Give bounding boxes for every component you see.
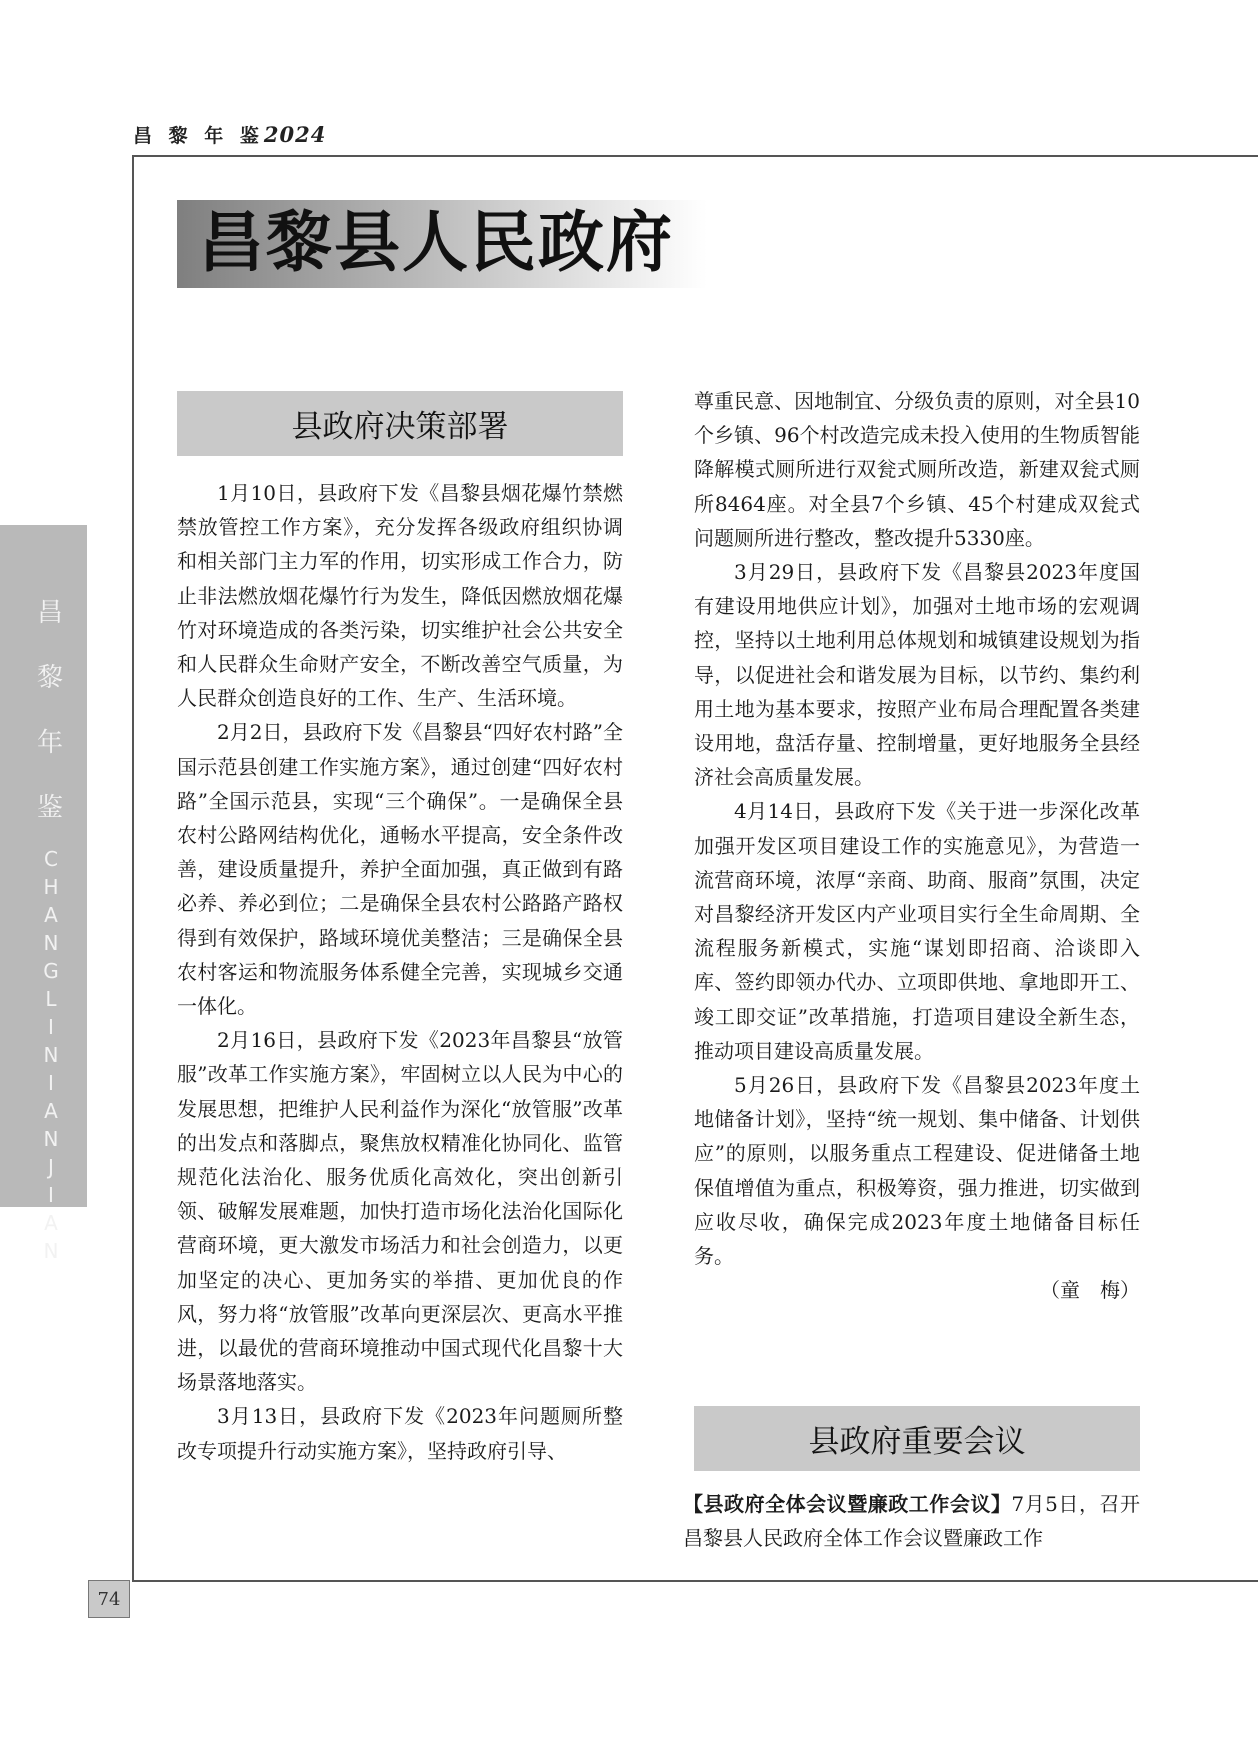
paragraph: 1月10日，县政府下发《昌黎县烟花爆竹禁燃禁放管控工作方案》，充分发挥各级政府组织协调和相关部门主力军的作用，切实形成工作合力，防止非法燃放烟花爆竹行为发生，降低因燃放烟花爆竹对环境造成的各类污染，切实维护社会公共安全和人民群众生命财产安全，不断改善空气质量，为人民群众创造良好的工作、生产、生活环境。	[177, 481, 623, 711]
paragraph-continuation: 尊重民意、因地制宜、分级负责的原则，对全县10个乡镇、96个村改造完成未投入使用的生物质智能降解模式厕所进行双瓮式厕所改造，新建双瓮式厕所8464座。对全县7个乡镇、45个村建成双瓮式问题厕所进行整改，整改提升5330座。	[694, 389, 1140, 550]
side-tab-char: 黎	[36, 663, 63, 693]
section-heading-decisions: 县政府决策部署	[177, 391, 623, 456]
paragraph: 2月2日，县政府下发《昌黎县“四好农村路”全国示范县创建工作实施方案》，通过创建“四好农村路”全国示范县，实现“三个确保”。一是确保全县农村公路网结构优化，通畅水平提高，安全条件改善，建设质量提升，养护全面加强，真正做到有路必养、养必到位；二是确保全县农村公路路产路权得到有效保护，路域环境优美整洁；三是确保全县农村客运和物流服务体系健全完善，实现城乡交通一体化。	[177, 720, 623, 1019]
running-head	[133, 121, 326, 148]
page-number: 74	[88, 1580, 130, 1618]
book-name: 昌 黎 年 鉴	[133, 125, 264, 147]
meeting-text: 7月5日，召开昌黎县人民政府全体工作会议暨廉政工作	[683, 1492, 1141, 1551]
meeting-title: 【县政府全体会议暨廉政工作会议】	[683, 1492, 1012, 1516]
frame-bottom-rule	[132, 1580, 1258, 1582]
paragraph: 2月16日，县政府下发《2023年昌黎县“放管服”改革工作实施方案》，牢固树立以人民为中心的发展思想，把维护人民利益作为深化“放管服”改革的出发点和落脚点，聚焦放权精准化协同化、监管规范化法治化、服务优质化高效化，突出创新引领、破解发展难题，加快打造市场化法治化国际化营商环境，更大激发市场活力和社会创造力，以更加坚定的决心、更加务实的举措、更加优良的作风，努力将“放管服”改革向更深层次、更高水平推进，以最优的营商环境推动中国式现代化昌黎十大场景落地落实。	[177, 1028, 623, 1395]
section-heading-meetings: 县政府重要会议	[694, 1406, 1140, 1471]
paragraph: 3月13日，县政府下发《2023年问题厕所整改专项提升行动实施方案》，坚持政府引导、	[177, 1404, 623, 1463]
side-tab-char: 鉴	[36, 793, 63, 823]
frame-left-rule	[132, 155, 134, 1580]
side-tab-pinyin: C H A N G L I N I A N J I A N	[43, 847, 59, 1263]
book-year: 2024	[263, 122, 327, 147]
right-column	[694, 384, 1140, 1307]
paragraph: 3月29日，县政府下发《昌黎县2023年度国有建设用地供应计划》，加强对土地市场的宏观调控，坚持以土地利用总体规划和城镇建设规划为指导，以促进社会和谐发展为目标，以节约、集约利用土地为基本要求，按照产业布局合理配置各类建设用地，盘活存量、控制增量，更好地服务全县经济社会高质量发展。	[694, 560, 1140, 790]
chapter-title: 昌黎县人民政府	[198, 204, 674, 281]
left-column	[177, 476, 623, 1468]
meeting-paragraph	[683, 1487, 1140, 1555]
author-credit: （童 梅）	[1040, 1278, 1140, 1303]
frame-top-rule	[133, 155, 1258, 157]
side-tab-char: 昌	[36, 598, 63, 628]
paragraph: 4月14日，县政府下发《关于进一步深化改革加强开发区项目建设工作的实施意见》，为营造一流营商环境，浓厚“亲商、助商、服商”氛围，决定对昌黎经济开发区内产业项目实行全生命周期、全流程服务新模式，实施“谋划即招商、洽谈即入库、签约即领办代办、立项即供地、拿地即开工、竣工即交证”改革措施，打造项目建设全新生态，推动项目建设高质量发展。	[694, 799, 1140, 1063]
paragraph: 5月26日，县政府下发《昌黎县2023年度土地储备计划》，坚持“统一规划、集中储备、计划供应”的原则，以服务重点工程建设、促进储备土地保值增值为重点，积极筹资，强力推进，切实做到应收尽收，确保完成2023年度土地储备目标任务。	[694, 1073, 1140, 1269]
side-tab-char: 年	[36, 728, 63, 758]
